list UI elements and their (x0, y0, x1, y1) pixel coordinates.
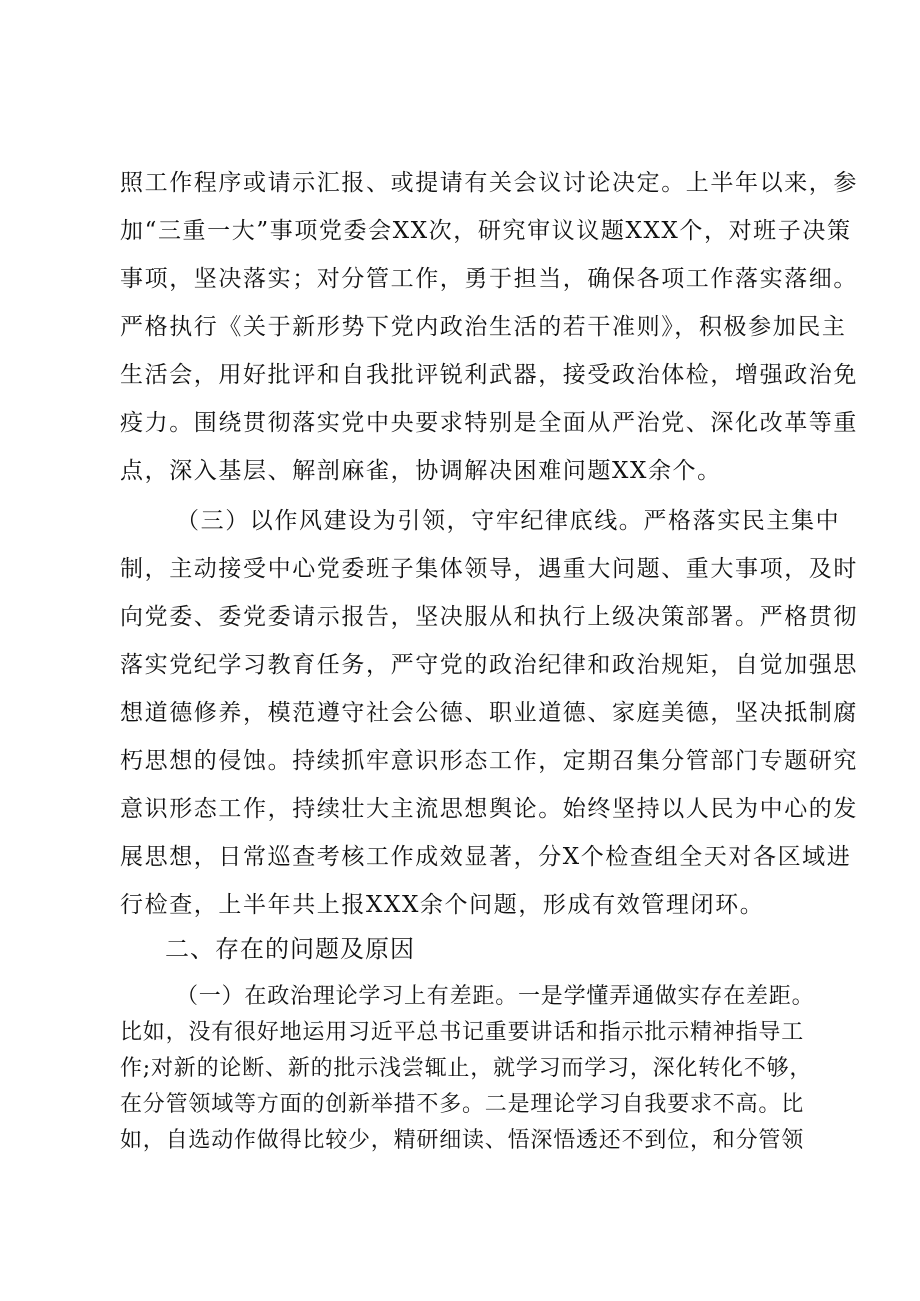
paragraph-line: 意识形态工作，持续壮大主流思想舆论。始终坚持以人民为中心的发 (120, 796, 858, 822)
paragraph-line: 向党委、委党委请示报告，坚决服从和执行上级决策部署。严格贯彻 (120, 604, 858, 630)
paragraph-line: 在分管领域等方面的创新举措不多。二是理论学习自我要求不高。比 (120, 1092, 805, 1117)
paragraph-line: 如，自选动作做得比较少，精研细读、悟深悟透还不到位，和分管领 (120, 1128, 805, 1153)
paragraph-line: 制，主动接受中心党委班子集体领导，遇重大问题、重大事项，及时 (120, 556, 858, 582)
paragraph-line: 加“三重一大”事项党委会XX次，研究审议议题XXX个，对班子决策 (120, 218, 852, 244)
paragraph-line: 比如，没有很好地运用习近平总书记重要讲话和指示批示精神指导工 (120, 1020, 805, 1045)
paragraph-line: 疫力。围绕贯彻落实党中央要求特别是全面从严治党、深化改革等重 (120, 410, 858, 436)
paragraph-line: 行检查，上半年共上报XXX余个问题，形成有效管理闭环。 (120, 892, 765, 918)
paragraph-line: 展思想，日常巡查考核工作成效显著，分X个检查组全天对各区域进 (120, 844, 852, 870)
paragraph-line: 点，深入基层、解剖麻雀，协调解决困难问题XX余个。 (120, 458, 722, 484)
paragraph-line: 严格执行《关于新形势下党内政治生活的若干准则》，积极参加民主 (120, 314, 847, 340)
paragraph-line: 朽思想的侵蚀。持续抓牢意识形态工作，定期召集分管部门专题研究 (120, 748, 858, 774)
paragraph-line: 事项，坚决落实；对分管工作，勇于担当，确保各项工作落实落细。 (120, 266, 858, 292)
paragraph-line: 想道德修养，模范遵守社会公德、职业道德、家庭美德，坚决抵制腐 (120, 700, 858, 726)
section-heading: 二、存在的问题及原因 (165, 935, 415, 963)
paragraph-line: （三）以作风建设为引领，守牢纪律底线。严格落实民主集中 (176, 508, 841, 534)
paragraph-line: 生活会，用好批评和自我批评锐利武器，接受政治体检，增强政治免 (120, 362, 858, 388)
paragraph-line: （一）在政治理论学习上有差距。一是学懂弄通做实存在差距。 (176, 984, 815, 1009)
paragraph-line: 照工作程序或请示汇报、或提请有关会议讨论决定。上半年以来，参 (120, 170, 858, 196)
paragraph-line: 作;对新的论断、新的批示浅尝辄止，就学习而学习，深化转化不够， (120, 1056, 813, 1081)
paragraph-line: 落实党纪学习教育任务，严守党的政治纪律和政治规矩，自觉加强思 (120, 652, 858, 678)
